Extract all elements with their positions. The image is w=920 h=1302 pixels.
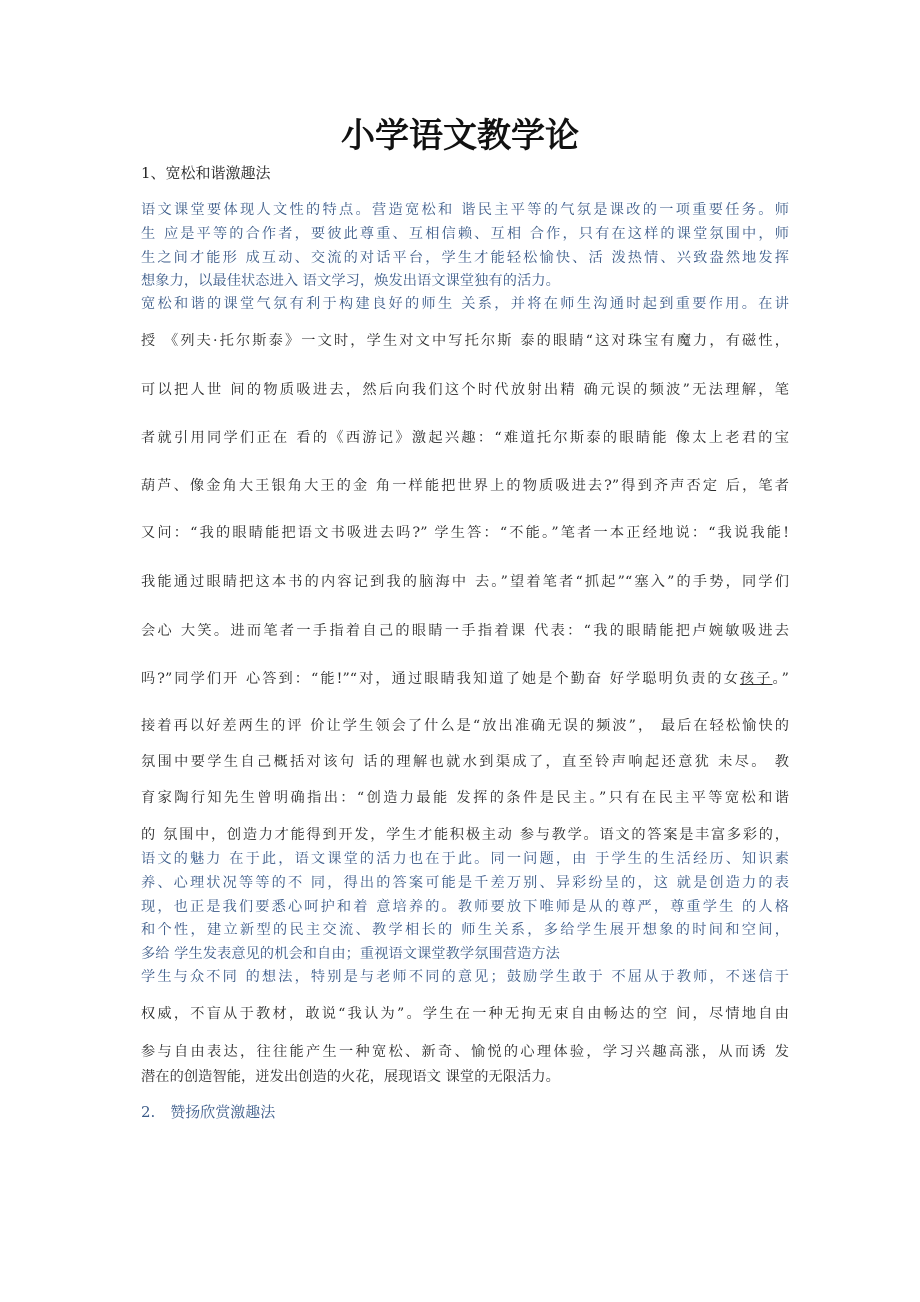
text-line: 潜在的创造智能，迸发出创造的火花，展现语文 课堂的无限活力。 xyxy=(141,1069,560,1085)
text-line: 和个性，建立新型的民主交流、教学相长的 师生关系，多给学生展开想象的时间和空间， xyxy=(141,922,789,938)
text-line: 的 氛围中，创造力才能得到开发，学生才能积极主动 参与教学。语文的答案是丰富多彩的， xyxy=(141,827,789,843)
text-line: 又问：“我的眼睛能把语文书吸进去吗?” 学生答：“不能。”笔者一本正经地说：“我说我能! xyxy=(141,525,789,541)
text-line xyxy=(141,669,789,689)
text-line: 可以把人世 间的物质吸进去，然后向我们这个时代放射出精 确元误的频波”无法理解，笔 xyxy=(141,382,789,398)
text-line: 生之间才能形 成互动、交流的对话平台，学生才能轻松愉快、活 泼热情、兴致盎然地发挥 xyxy=(141,250,789,266)
section-heading-1: 1、宽松和谐激趣法 xyxy=(141,164,271,182)
text-line: 宽松和谐的课堂气氛有利于构建良好的师生 关系，并将在师生沟通时起到重要作用。在讲 xyxy=(141,296,789,312)
text-line: 育家陶行知先生曾明确指出：“创造力最能 发挥的条件是民主。”只有在民主平等宽松和谐 xyxy=(141,790,789,806)
text-span: 。” xyxy=(772,671,789,687)
text-line: 学生与众不同 的想法，特别是与老师不同的意见；鼓励学生敢于 不屈从于教师，不迷信于 xyxy=(141,969,789,985)
page-title: 小学语文教学论 xyxy=(341,116,579,156)
text-span: 吗?”同学们开 心答到：“能!”“对，通过眼睛我知道了她是个勤奋 好学聪明负责的女 xyxy=(141,671,740,687)
text-line: 接着再以好差两生的评 价让学生领会了什么是“放出准确无误的频波”， 最后在轻松愉快的 xyxy=(141,718,789,734)
text-line: 想象力，以最佳状态进入 语文学习，焕发出语文课堂独有的活力。 xyxy=(141,273,560,289)
text-line: 生 应是平等的合作者，要彼此尊重、互相信赖、互相 合作，只有在这样的课堂氛围中，师 xyxy=(141,226,789,242)
text-line: 多给 学生发表意见的机会和自由；重视语文课堂教学氛围营造方法 xyxy=(141,946,560,962)
text-line: 授 《列夫·托尔斯泰》一文时，学生对文中写托尔斯 泰的眼睛“这对珠宝有魔力，有磁性， xyxy=(141,333,789,349)
underlined-word: 孩子 xyxy=(739,671,773,687)
text-line: 者就引用同学们正在 看的《西游记》激起兴趣：“难道托尔斯泰的眼睛能 像太上老君的宝 xyxy=(141,430,789,446)
text-line: 葫芦、像金角大王银角大王的金 角一样能把世界上的物质吸进去?”得到齐声否定 后，笔者 xyxy=(141,478,789,494)
section-heading-2: 2. 赞扬欣赏激趣法 xyxy=(141,1103,276,1121)
text-line: 语文的魅力 在于此，语文课堂的活力也在于此。同一问题，由 于学生的生活经历、知识素 xyxy=(141,851,789,867)
text-line: 语文课堂要体现人文性的特点。营造宽松和 谐民主平等的气氛是课改的一项重要任务。师 xyxy=(141,202,789,218)
text-line: 养、心理状况等等的不 同，得出的答案可能是千差万别、异彩纷呈的，这 就是创造力的表 xyxy=(141,875,789,891)
text-line: 我能通过眼睛把这本书的内容记到我的脑海中 去。”望着笔者“抓起”“塞入”的手势，同学们 xyxy=(141,574,789,590)
text-line: 氛围中要学生自己概括对该句 话的理解也就水到渠成了，直至铃声响起还意犹 未尽。 教 xyxy=(141,754,789,770)
text-line: 会心 大笑。进而笔者一手指着自己的眼睛一手指着课 代表：“我的眼睛能把卢婉敏吸进去 xyxy=(141,623,789,639)
text-line: 参与自由表达，往往能产生一种宽松、新奇、愉悦的心理体验，学习兴趣高涨，从而诱 发 xyxy=(141,1044,789,1060)
text-line: 权威，不盲从于教材，敢说“我认为”。学生在一种无拘无束自由畅达的空 间，尽情地自由 xyxy=(141,1006,789,1022)
text-line: 现，也正是我们要悉心呵护和着 意培养的。教师要放下唯师是从的尊严，尊重学生 的人格 xyxy=(141,899,789,915)
